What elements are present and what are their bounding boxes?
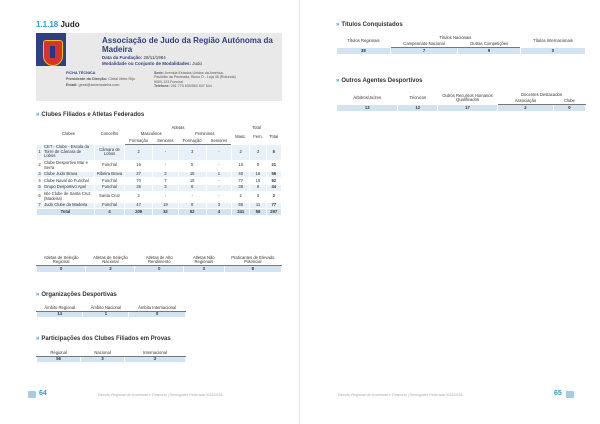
- cell-fs: 3: [206, 202, 231, 209]
- cell-fs: -: [206, 184, 231, 191]
- sede-value: Avenida Estados Unidos da América,: [164, 71, 224, 75]
- elevado-potencial-value: 8: [224, 266, 281, 273]
- total-m: 241: [232, 209, 250, 216]
- selecao-table: [36, 254, 282, 273]
- m-seniores-header: Seniores: [153, 138, 178, 145]
- cell-t: 2: [266, 191, 281, 202]
- part-internacional-value: 3: [124, 356, 185, 363]
- cell-fs: -: [206, 191, 231, 202]
- part-internacional-header: Internacional: [124, 350, 185, 357]
- cell-n: 1: [37, 144, 43, 160]
- sede-line-3: 9000-123 Funchal: [154, 79, 183, 84]
- chevron-right-icon: »: [36, 336, 40, 342]
- cell-club: Isle Clube de Santa Cruz (Madeira): [43, 191, 95, 202]
- cell-fs: -: [206, 160, 231, 171]
- cell-fs: 1: [206, 171, 231, 178]
- email-label: Email:: [66, 83, 78, 87]
- foundation-label: Data da Fundação:: [102, 55, 143, 60]
- recursos-header: Outros Recursos Humanos Qualificados: [437, 92, 497, 105]
- part-table: [36, 349, 186, 363]
- cell-conc: Funchal: [95, 178, 125, 185]
- cell-f: 0: [250, 191, 266, 202]
- cell-m: 16: [232, 160, 250, 171]
- agentes-subheading: [336, 78, 422, 84]
- page-marker-icon: [28, 391, 36, 398]
- president-value: Cidral Melo Rijo: [108, 77, 136, 81]
- cell-mf: 35: [125, 184, 153, 191]
- cell-f: 15: [250, 178, 266, 185]
- docentes-associacao-value: 2: [497, 105, 553, 112]
- phone-label: Telefone:: [154, 83, 170, 88]
- titulos-table: [336, 34, 586, 55]
- cell-t: 92: [266, 178, 281, 185]
- arbitros-value: 13: [337, 105, 398, 112]
- cell-conc: Funchal: [95, 160, 125, 171]
- cell-m: 77: [232, 178, 250, 185]
- org-nacional-header: Âmbito Nacional: [83, 305, 129, 312]
- cell-mf: 16: [125, 160, 153, 171]
- cell-ms: -: [153, 160, 178, 171]
- cell-f: 16: [250, 171, 266, 178]
- cell-ff: 8: [178, 202, 206, 209]
- sede-block: [154, 71, 236, 88]
- f-seniores-header: Seniores: [206, 138, 231, 145]
- part-title: Participações dos Clubes Filiados em Provas: [41, 336, 171, 342]
- foundation-line: [102, 55, 166, 60]
- tecnicos-header: Técnicos: [398, 92, 438, 105]
- alto-rendimento-header: Atletas de Alto Rendimento: [135, 255, 184, 266]
- cell-f: 5: [250, 160, 266, 171]
- cell-ff: 5: [178, 160, 206, 171]
- titulos-internacionais-value: 0: [520, 48, 585, 55]
- cell-mf: 37: [125, 171, 153, 178]
- docentes-clube-header: Clube: [553, 98, 585, 105]
- cell-m: 38: [232, 184, 250, 191]
- atletas-header: Atletas: [125, 125, 232, 132]
- cell-ms: 3: [153, 171, 178, 178]
- outras-competicoes-value: 9: [458, 48, 521, 55]
- org-title: Organizações Desportivas: [41, 292, 117, 298]
- table-row: [37, 178, 282, 185]
- clubs-total-row: [37, 209, 282, 216]
- page-number-right: 65: [554, 390, 562, 397]
- org-nacional-value: 1: [83, 311, 129, 318]
- cell-mf: 2: [125, 144, 153, 160]
- campeonato-nacional-value: 7: [390, 48, 458, 55]
- arbitros-header: Árbitros/Juízes: [337, 92, 398, 105]
- page-number-left: 64: [39, 390, 47, 397]
- clubs-table-body: [37, 144, 282, 209]
- docentes-associacao-header: Associação: [497, 98, 553, 105]
- page-marker-icon: [566, 391, 574, 398]
- cell-n: 3: [38, 171, 41, 177]
- cell-ms: 3: [153, 184, 178, 191]
- cell-t: 21: [266, 160, 281, 171]
- right-page: [300, 0, 600, 424]
- part-regional-header: Regional: [37, 350, 81, 357]
- table-row: [37, 191, 282, 202]
- modality-value: Judo: [192, 61, 203, 66]
- docentes-header: Docentes Destacados: [497, 92, 585, 99]
- table-row: [37, 184, 282, 191]
- cell-t: 5: [266, 144, 281, 160]
- concelho-header: Concelho: [95, 125, 125, 145]
- agentes-table: [336, 91, 586, 112]
- cell-conc: Funchal: [95, 184, 125, 191]
- outras-competicoes-header: Outras Competições: [458, 41, 521, 48]
- titulos-regionais-value: 38: [337, 48, 391, 55]
- president-line: [66, 77, 135, 81]
- chevron-right-icon: »: [36, 112, 40, 118]
- docentes-clube-value: 0: [553, 105, 585, 112]
- cell-ff: -: [178, 191, 206, 202]
- masculinos-header: Masculinos: [125, 131, 179, 138]
- total-conc: 4: [95, 209, 125, 216]
- total-ms: 32: [153, 209, 178, 216]
- cell-fs: -: [206, 144, 231, 160]
- titulos-regionais-header: Títulos Regionais: [337, 35, 391, 48]
- part-regional-value: 56: [37, 356, 81, 363]
- section-number: 1.1.18: [36, 20, 59, 29]
- cell-m: 66: [232, 202, 250, 209]
- total-mf: 209: [125, 209, 153, 216]
- chevron-right-icon: »: [336, 22, 340, 28]
- cell-n: 4: [38, 177, 41, 183]
- cell-ms: 7: [153, 178, 178, 185]
- selecao-nacional-value: 3: [86, 266, 135, 273]
- total-ff: 52: [178, 209, 206, 216]
- part-nacional-value: 3: [81, 356, 125, 363]
- cell-conc: Funchal: [95, 202, 125, 209]
- recursos-value: 17: [437, 105, 497, 112]
- cell-mf: 47: [125, 202, 153, 209]
- total-label: Total: [37, 209, 95, 216]
- cell-club: Grupo Desportivo Apel: [43, 184, 95, 191]
- cell-n: 6: [37, 191, 43, 202]
- sede-label: Sede:: [154, 71, 164, 75]
- federation-crest-icon: [43, 40, 63, 66]
- cell-mf: 2: [125, 191, 153, 202]
- part-nacional-header: Nacional: [81, 350, 125, 357]
- chevron-right-icon: »: [336, 78, 340, 84]
- masc-header: Masc.: [232, 131, 250, 144]
- cell-ms: 19: [153, 202, 178, 209]
- alto-rendimento-value: 0: [135, 266, 184, 273]
- association-name: Associação de Judo da Região Autónoma da Madeira: [102, 36, 273, 54]
- clubs-title: Clubes Filiados e Atletas Federados: [41, 112, 145, 118]
- phone-line: [154, 84, 236, 88]
- org-table: [36, 304, 186, 318]
- cell-n: 2: [37, 160, 43, 171]
- phone-value: 291 775 835/963 847 644: [170, 83, 212, 88]
- cell-conc: Santa Cruz: [95, 191, 125, 202]
- total-fs: 4: [206, 209, 231, 216]
- titulos-internacionais-header: Títulos Internacionais: [520, 35, 585, 48]
- cell-club: CET - Clube - Escola da Torre de Câmara de Lobos: [43, 144, 95, 160]
- total-group-header: Total: [232, 125, 282, 132]
- fem-header: Fem.: [250, 131, 266, 144]
- cell-f: 6: [250, 184, 266, 191]
- footer-text-right: Direção Regional de Juventude e Desporto | Demografia Federada 2015/2016: [338, 393, 463, 397]
- president-label: Presidente da Direção:: [66, 77, 108, 81]
- table-row: [37, 171, 282, 178]
- campeonato-nacional-header: Campeonato Nacional: [390, 41, 458, 48]
- ficha-label: FICHA TÉCNICA: [66, 71, 96, 75]
- org-subheading: [36, 292, 117, 298]
- total-header: Total: [266, 131, 281, 144]
- cell-t: 44: [266, 184, 281, 191]
- total-t: 297: [266, 209, 281, 216]
- org-regional-value: 14: [37, 311, 83, 318]
- sede-line-2: Pavilhão da Penteada, Bloco D - Loja 45 (Rotunda): [154, 75, 236, 80]
- federation-header: [36, 33, 282, 101]
- org-internacional-value: 0: [129, 311, 186, 318]
- cell-ms: -: [153, 191, 178, 202]
- total-f: 56: [250, 209, 266, 216]
- femininos-header: Femininos: [178, 131, 232, 138]
- titulos-subheading: [336, 22, 403, 28]
- cell-ff: 3: [178, 144, 206, 160]
- cell-ff: 15: [178, 178, 206, 185]
- org-internacional-header: Âmbito Internacional: [129, 305, 186, 312]
- table-row: [37, 144, 282, 160]
- selecao-regional-header: Atletas de Seleção Regional: [37, 255, 86, 266]
- section-title: Judo: [60, 20, 80, 29]
- cell-mf: 70: [125, 178, 153, 185]
- chevron-right-icon: »: [36, 292, 40, 298]
- cell-ff: 6: [178, 184, 206, 191]
- titulos-nacionais-header: Títulos Nacionais: [390, 35, 520, 42]
- footer-text-left: Direção Regional de Juventude e Desporto | Demografia Federada 2015/2016: [98, 393, 223, 397]
- cell-n: 5: [38, 184, 41, 190]
- cell-m: 2: [232, 144, 250, 160]
- cell-club: Clube Naval do Funchal: [43, 178, 95, 185]
- part-subheading: [36, 336, 171, 342]
- cell-club: Clube Desportivo Mar e Serra: [43, 160, 95, 171]
- selecao-nacional-header: Atletas de Seleção Nacional: [86, 255, 135, 266]
- tecnicos-value: 12: [398, 105, 438, 112]
- nao-regionais-value: 3: [184, 266, 224, 273]
- org-regional-header: Âmbito Regional: [37, 305, 83, 312]
- modality-line: [102, 61, 202, 66]
- agentes-title: Outros Agentes Desportivos: [341, 78, 423, 84]
- cell-ff: 15: [178, 171, 206, 178]
- m-formacao-header: Formação: [125, 138, 153, 145]
- cell-f: 11: [250, 202, 266, 209]
- clubs-table: [36, 124, 282, 216]
- cell-club: Clube Judo Brava: [43, 171, 95, 178]
- cell-n: 7: [38, 202, 41, 208]
- table-row: [37, 160, 282, 171]
- cell-t: 77: [266, 202, 281, 209]
- section-heading: [36, 20, 80, 29]
- titulos-title: Títulos Conquistados: [341, 22, 403, 28]
- cell-m: 40: [232, 171, 250, 178]
- f-formacao-header: Formação: [178, 138, 206, 145]
- clubs-subheading: [36, 112, 144, 118]
- nao-regionais-header: Atletas Não Regionais: [184, 255, 224, 266]
- cell-fs: -: [206, 178, 231, 185]
- modality-label: Modalidade ou Conjunto de Modalidades:: [102, 61, 191, 66]
- cell-conc: Câmara de Lobos: [95, 144, 125, 160]
- email-line: [66, 83, 119, 87]
- table-row: [37, 202, 282, 209]
- elevado-potencial-header: Praticantes de Elevado Potencial: [224, 255, 281, 266]
- cell-t: 56: [266, 171, 281, 178]
- cell-ms: -: [153, 144, 178, 160]
- email-value: geral@arramadeira.com: [78, 83, 120, 87]
- cell-m: 2: [232, 191, 250, 202]
- cell-club: Judo Clube da Madeira: [43, 202, 95, 209]
- cell-f: 3: [250, 144, 266, 160]
- selecao-regional-value: 0: [37, 266, 86, 273]
- cell-conc: Ribeira Brava: [95, 171, 125, 178]
- foundation-value: 28/11/1984: [143, 55, 166, 60]
- clubs-header: Clubes: [43, 125, 95, 145]
